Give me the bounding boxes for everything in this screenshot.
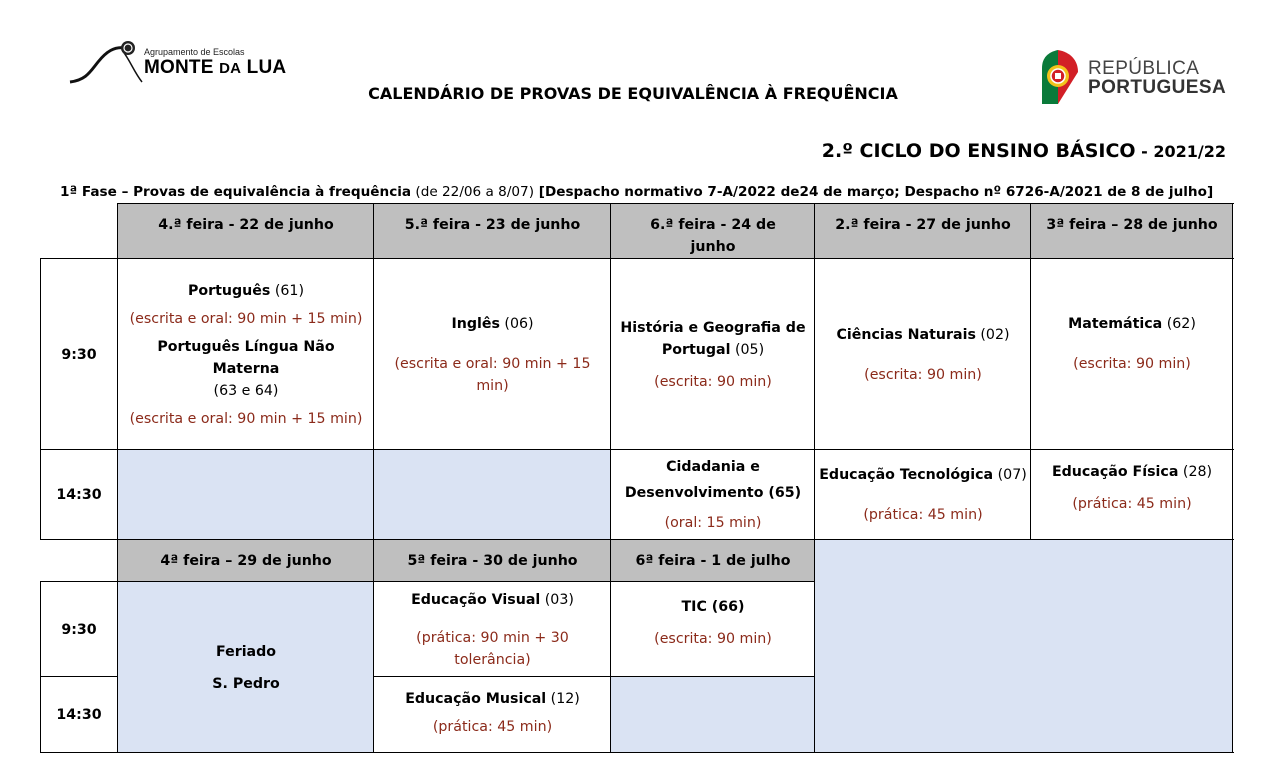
week1-day-header: 4.ª feira - 22 de junho [118,204,374,259]
government-logo-line2: PORTUGUESA [1088,77,1227,98]
phase-description: 1ª Fase – Provas de equivalência à frequência (de 22/06 a 8/07) [Despacho normativo 7-A/2022 de24 de março; Despacho nº 6726-A/2021 de 8 de julho] [60,184,1214,200]
exam-subject: TIC (66) [681,598,745,615]
exam-duration: (oral: 15 min) [664,515,762,531]
exam-duration: (escrita: 90 min) [654,630,772,647]
exam-subject: Matemática (62) [1068,315,1196,332]
holiday-cell [118,582,374,753]
week2-day-header: 4ª feira – 29 de junho [118,540,374,582]
exam-subject: Português Língua Não Materna [157,338,335,377]
exam-code: (63 e 64) [213,382,279,399]
week2-day-header: 6ª feira - 1 de julho [611,540,815,582]
exam-subject: Cidadania e Desenvolvimento (65) [624,459,802,501]
exam-subject: Educação Física (28) [1051,464,1213,480]
exam-duration: (prática: 90 min + 30 tolerância) [416,629,569,668]
week1-day-header: 3ª feira – 28 de junho [1031,204,1233,259]
time-slot-label: 9:30 [61,346,97,363]
time-slot-label: 14:30 [56,487,102,503]
time-slot-label: 9:30 [61,621,97,638]
school-logo-swoosh-icon [68,38,148,86]
empty-area [815,540,1233,753]
time-slot-label: 14:30 [56,707,102,723]
exam-cell [815,259,1031,450]
exam-subject: Ciências Naturais (02) [836,326,1010,343]
week1-day-header: 2.ª feira - 27 de junho [815,204,1031,259]
empty-slot [374,450,611,540]
holiday-name: S. Pedro [212,675,280,692]
exam-cell [374,677,611,753]
exam-subject: Educação Musical (12) [405,691,580,707]
government-logo-line1: REPÚBLICA [1088,58,1200,79]
exam-cell [611,450,815,540]
exam-subject: História e Geografia de Portugal (05) [620,319,806,358]
exam-duration: (escrita: 90 min) [654,373,772,390]
cycle-title: 2.º CICLO DO ENSINO BÁSICO - 2021/22 [821,140,1226,162]
school-logo [68,38,298,88]
exam-duration: (escrita: 90 min) [864,366,982,383]
holiday-label: Feriado [215,643,277,660]
document-title: CALENDÁRIO DE PROVAS DE EQUIVALÊNCIA À FREQUÊNCIA [368,84,898,103]
exam-subject: Português (61) [188,282,304,299]
exam-duration: (prática: 45 min) [1072,496,1192,512]
empty-slot [118,450,374,540]
exam-cell [611,582,815,677]
empty-slot [611,677,815,753]
week1-day-header: 6.ª feira - 24 de junho [611,204,815,259]
exam-subject: Educação Tecnológica (07) [819,467,1027,483]
exam-subject: Inglês (06) [451,315,534,332]
exam-cell [374,259,611,450]
exam-duration: (escrita e oral: 90 min + 15 min) [394,355,591,394]
exam-duration: (escrita e oral: 90 min + 15 min) [129,310,363,327]
exam-cell [1031,259,1233,450]
week2-day-header: 5ª feira - 30 de junho [374,540,611,582]
exam-duration: (escrita: 90 min) [1073,355,1191,372]
school-logo-subtitle: Agrupamento de Escolas [144,47,245,57]
exam-duration: (escrita e oral: 90 min + 15 min) [129,410,363,427]
exam-subject: Educação Visual (03) [411,591,574,608]
school-logo-name: MONTE DA LUA [144,57,287,78]
exam-cell [815,450,1031,540]
exam-cell [1031,450,1233,540]
exam-cell [611,259,815,450]
exam-cell [374,582,611,677]
exam-cell [118,259,374,450]
exam-duration: (prática: 45 min) [432,719,553,735]
exam-duration: (prática: 45 min) [863,507,983,523]
week1-day-header: 5.ª feira - 23 de junho [374,204,611,259]
